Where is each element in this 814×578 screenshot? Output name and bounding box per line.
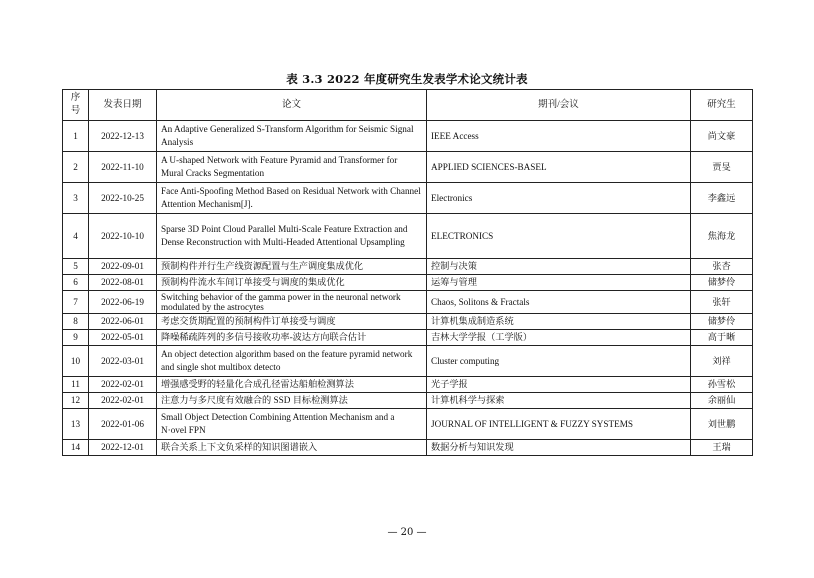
cell-venue: Cluster computing (427, 346, 691, 377)
cell-paper: A U-shaped Network with Feature Pyramid and Transformer for Mural Cracks Segmentation (157, 152, 427, 183)
cell-date: 2022-11-10 (89, 152, 157, 183)
cell-index: 6 (63, 275, 89, 291)
cell-index: 9 (63, 330, 89, 346)
table-row (63, 259, 753, 275)
cell-author: 刘祥 (691, 346, 753, 377)
cell-venue: 吉林大学学报（工学版） (427, 330, 691, 346)
cell-author: 尚文豪 (691, 121, 753, 152)
cell-date: 2022-02-01 (89, 393, 157, 409)
cell-author: 焦海龙 (691, 214, 753, 259)
cell-paper: 降噪稀疏阵列的多信号接收功率-波达方向联合估计 (157, 330, 427, 346)
cell-paper: 注意力与多尺度有效融合的 SSD 目标检测算法 (157, 393, 427, 409)
table-row (63, 291, 753, 314)
table-row (63, 214, 753, 259)
cell-venue: 控制与决策 (427, 259, 691, 275)
header-date: 发表日期 (89, 90, 157, 121)
cell-venue: 数据分析与知识发现 (427, 440, 691, 456)
cell-paper: Face Anti-Spoofing Method Based on Residual Network with Channel Attention Mechanism[J]. (157, 183, 427, 214)
table-row (63, 330, 753, 346)
cell-venue: Electronics (427, 183, 691, 214)
header-paper: 论文 (157, 90, 427, 121)
cell-author: 张轩 (691, 291, 753, 314)
table-row (63, 409, 753, 440)
cell-venue: Chaos, Solitons & Fractals (427, 291, 691, 314)
header-index: 序号 (63, 90, 89, 121)
cell-paper: Sparse 3D Point Cloud Parallel Multi-Scale Feature Extraction and Dense Reconstruction with Multi-Headed Attentional Upsampling (157, 214, 427, 259)
cell-venue: APPLIED SCIENCES-BASEL (427, 152, 691, 183)
cell-index: 1 (63, 121, 89, 152)
cell-paper: 预制构件并行生产线资源配置与生产调度集成优化 (157, 259, 427, 275)
cell-venue: IEEE Access (427, 121, 691, 152)
cell-author: 李鑫远 (691, 183, 753, 214)
table-row (63, 152, 753, 183)
table-row (63, 393, 753, 409)
cell-index: 4 (63, 214, 89, 259)
table-row (63, 121, 753, 152)
cell-index: 12 (63, 393, 89, 409)
cell-index: 8 (63, 314, 89, 330)
cell-index: 2 (63, 152, 89, 183)
cell-date: 2022-03-01 (89, 346, 157, 377)
cell-index: 3 (63, 183, 89, 214)
cell-venue: 运筹与管理 (427, 275, 691, 291)
cell-index: 10 (63, 346, 89, 377)
cell-index: 11 (63, 377, 89, 393)
table-row (63, 377, 753, 393)
cell-author: 储梦伶 (691, 275, 753, 291)
cell-author: 高于晰 (691, 330, 753, 346)
cell-paper: 考虑交货期配置的预制构件订单接受与调度 (157, 314, 427, 330)
cell-author: 张杏 (691, 259, 753, 275)
header-author: 研究生 (691, 90, 753, 121)
cell-date: 2022-01-06 (89, 409, 157, 440)
cell-date: 2022-05-01 (89, 330, 157, 346)
cell-venue: ELECTRONICS (427, 214, 691, 259)
cell-date: 2022-12-01 (89, 440, 157, 456)
cell-index: 14 (63, 440, 89, 456)
table-header-row (63, 90, 753, 121)
cell-date: 2022-10-25 (89, 183, 157, 214)
cell-date: 2022-08-01 (89, 275, 157, 291)
cell-date: 2022-06-19 (89, 291, 157, 314)
cell-paper: Switching behavior of the gamma power in the neuronal network modulated by the astrocytes (157, 291, 427, 314)
table-row (63, 314, 753, 330)
cell-author: 储梦伶 (691, 314, 753, 330)
cell-paper: Small Object Detection Combining Attention Mechanism and a N·ovel FPN (157, 409, 427, 440)
cell-date: 2022-09-01 (89, 259, 157, 275)
cell-date: 2022-02-01 (89, 377, 157, 393)
cell-author: 王瑞 (691, 440, 753, 456)
cell-paper: An Adaptive Generalized S-Transform Algorithm for Seismic Signal Analysis (157, 121, 427, 152)
publication-stats-table (62, 89, 753, 456)
cell-paper: 联合关系上下文负采样的知识图谱嵌入 (157, 440, 427, 456)
cell-venue: JOURNAL OF INTELLIGENT & FUZZY SYSTEMS (427, 409, 691, 440)
table-row (63, 440, 753, 456)
cell-paper: 预制构件流水车间订单接受与调度的集成优化 (157, 275, 427, 291)
cell-index: 5 (63, 259, 89, 275)
cell-date: 2022-06-01 (89, 314, 157, 330)
cell-author: 余丽仙 (691, 393, 753, 409)
table-caption: 表 3.3 2022 年度研究生发表学术论文统计表 (286, 72, 528, 86)
page-number: — 20 — (387, 527, 427, 538)
cell-venue: 光子学报 (427, 377, 691, 393)
table-row (63, 183, 753, 214)
cell-author: 刘世鹏 (691, 409, 753, 440)
cell-venue: 计算机集成制造系统 (427, 314, 691, 330)
cell-paper: An object detection algorithm based on the feature pyramid network and single shot multibox detecto (157, 346, 427, 377)
cell-author: 孙雪松 (691, 377, 753, 393)
cell-venue: 计算机科学与探索 (427, 393, 691, 409)
cell-date: 2022-12-13 (89, 121, 157, 152)
cell-author: 贾旻 (691, 152, 753, 183)
cell-index: 13 (63, 409, 89, 440)
table-row (63, 346, 753, 377)
header-venue: 期刊/会议 (427, 90, 691, 121)
cell-date: 2022-10-10 (89, 214, 157, 259)
cell-paper: 增强感受野的轻量化合成孔径雷达船舶检测算法 (157, 377, 427, 393)
table-row (63, 275, 753, 291)
cell-index: 7 (63, 291, 89, 314)
